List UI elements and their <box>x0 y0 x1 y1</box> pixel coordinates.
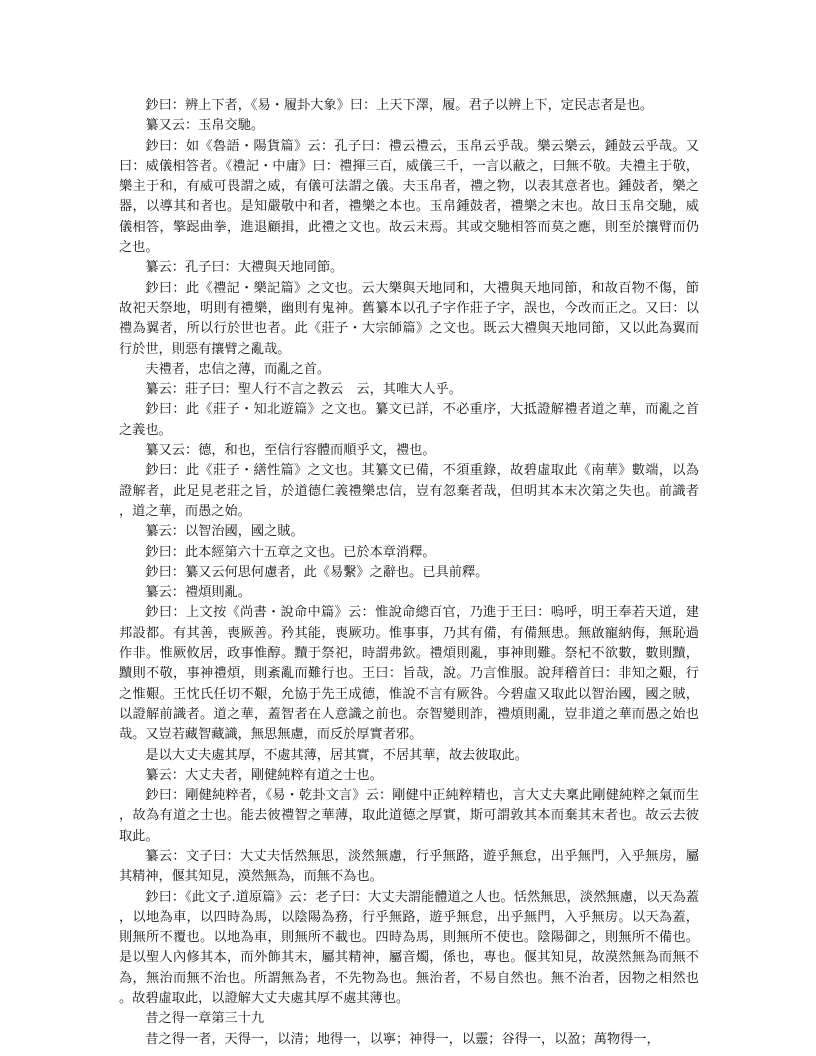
paragraph-14: 纂云：禮煩則亂。 <box>145 585 251 601</box>
chapter-heading: 昔之得一章第三十九 <box>145 1011 265 1027</box>
paragraph-6: 夫禮者，忠信之薄，而亂之首。 <box>145 361 331 377</box>
paragraph-10: 鈔曰：此《莊子・繕性篇》之文也。其纂文已備，不須重錄，故碧虛取此《南華》數端，以為證解者，此足見老莊之旨，於道德仁義禮樂忠信，豈有忽棄者哉，但明其本末次第之失也。前識者，道之華，而愚之始。 <box>119 463 699 519</box>
paragraph-1: 鈔曰：辨上下者，《易・履卦大象》曰：上天下澤，履。君子以辨上下，定民志者是也。 <box>145 98 654 113</box>
document-page <box>119 96 699 1050</box>
paragraph-11: 纂云：以智治國，國之賊。 <box>145 524 304 540</box>
paragraph-5: 鈔曰：此《禮記・樂記篇》之文也。云大樂與天地同和，大禮與天地同節，和故百物不傷，節故祀天祭地，明則有禮樂，幽則有鬼神。舊纂本以孔子字作莊子字，誤也，今改而正之。又曰：以禮為翼者，所以行於世也者。此《莊子・大宗師篇》之文也。既云大禮與天地同節，又以此為翼而行於世，則惡有攘臂之亂哉。 <box>119 280 699 357</box>
paragraph-15: 鈔曰：上文按《尚書・說命中篇》云：惟說命總百官，乃進于王曰：嗚呼，明王奉若天道，建邦設都。有其善，喪厥善。矜其能，喪厥功。惟事事，乃其有備，有備無患。無啟寵納侮，無恥過作非。惟厥攸居，政事惟醇。黷于祭祀，時謂弗欽。禮煩則亂，事神則難。祭杞不欲數，數則黷，黷則不敬，事神禮煩，則紊亂而難行也。王曰：旨哉，說。乃言惟服。說拜稽首曰：非知之艱，行之惟艱。王忱氏任切不艱，允協于先王成德，惟說不言有厥咎。今碧虛又取此以智治國，國之賊，以證解前識者。道之華，蓋智者在人意識之前也。奈智變則詐，禮煩則亂，豈非道之華而愚之始也哉。又豈若藏智藏識，無思無慮，而反於厚實者邪。 <box>119 605 699 743</box>
paragraph-17: 纂云：大丈夫者，剛健純粹有道之士也。 <box>145 767 383 783</box>
paragraph-19: 纂云：文子曰：大丈夫恬然無思，淡然無慮，行乎無路，遊乎無怠，出乎無門，入乎無房，屬其精神，偃其知見，漠然無為，而無不為也。 <box>119 848 699 885</box>
paragraph-12: 鈔曰：此本經第六十五章之文也。已於本章消釋。 <box>145 544 436 560</box>
paragraph-3: 鈔曰：如《魯語・陽貨篇》云：孔子曰：禮云禮云，玉帛云乎哉。樂云樂云，鍾鼓云乎哉。又曰：威儀相答者。《禮記・中庸》曰：禮揮三百，威儀三千，一言以蔽之，曰無不敬。夫禮主于敬，樂主于和，有威可畏謂之威，有儀可法謂之儀。夫玉帛者，禮之物，以表其意者也。鍾鼓者，樂之器，以導其和者也。是知嚴敬中和者，禮樂之本也。玉帛鍾鼓者，禮樂之末也。故日玉帛交馳，威儀相答，擎跽曲拳，進退顧揖，此禮之文也。故云末焉。其或交馳相答而莫之應，則至於攘臂而仍之也。 <box>119 138 699 256</box>
paragraph-18: 鈔曰：剛健純粹者，《易・乾卦文言》云：剛健中正純粹精也，言大丈夫稟此剛健純粹之氣而生，故為有道之士也。能去彼禮智之華薄，取此道德之厚實，斯可謂敦其本而棄其末者也。故云去彼取此。 <box>119 788 699 844</box>
paragraph-4: 纂云：孔子曰：大禮與天地同節。 <box>145 260 344 276</box>
paragraph-2: 纂又云：玉帛交馳。 <box>145 118 265 134</box>
paragraph-8: 鈔曰：此《莊子・知北遊篇》之文也。纂文已詳，不必重序，大抵證解禮者道之華，而亂之首之義也。 <box>119 402 699 438</box>
paragraph-9: 纂又云：德，和也，至信行容體而順乎文，禮也。 <box>145 443 436 459</box>
paragraph-22: 昔之得一者，天得一，以清；地得一，以寧；神得一，以靈；谷得一，以盈；萬物得一， <box>145 1031 660 1047</box>
paragraph-7: 纂云：莊子曰：聖人行不言之教云 云，其唯大人乎。 <box>145 382 462 398</box>
paragraph-13: 鈔曰：纂又云何思何慮者，此《易繫》之辭也。已具前釋。 <box>145 564 489 580</box>
paragraph-20: 鈔曰：《此文子.道原篇》云：老子曰：大丈夫謂能體道之人也。恬然無思，淡然無慮，以天為蓋，以地為車，以四時為馬，以陰陽為務，行乎無路，遊乎無怠，出乎無門，入乎無房。以天為蓋，則無所不覆也。以地為車，則無所不載也。四時為馬，則無所不使也。陰陽御之，則無所不備也。是以聖人內修其本，而外飾其末，屬其精神，屬音燭，係也，專也。偃其知見，故漠然無為而無不為，無治而無不治也。所謂無為者，不先物為也。無治者，不易自然也。無不治者，因物之相然也。故碧虛取此，以證解大丈夫處其厚不處其薄也。 <box>119 889 699 1007</box>
paragraph-16: 是以大丈夫處其厚，不處其薄，居其實，不居其華，故去彼取此。 <box>145 747 528 763</box>
